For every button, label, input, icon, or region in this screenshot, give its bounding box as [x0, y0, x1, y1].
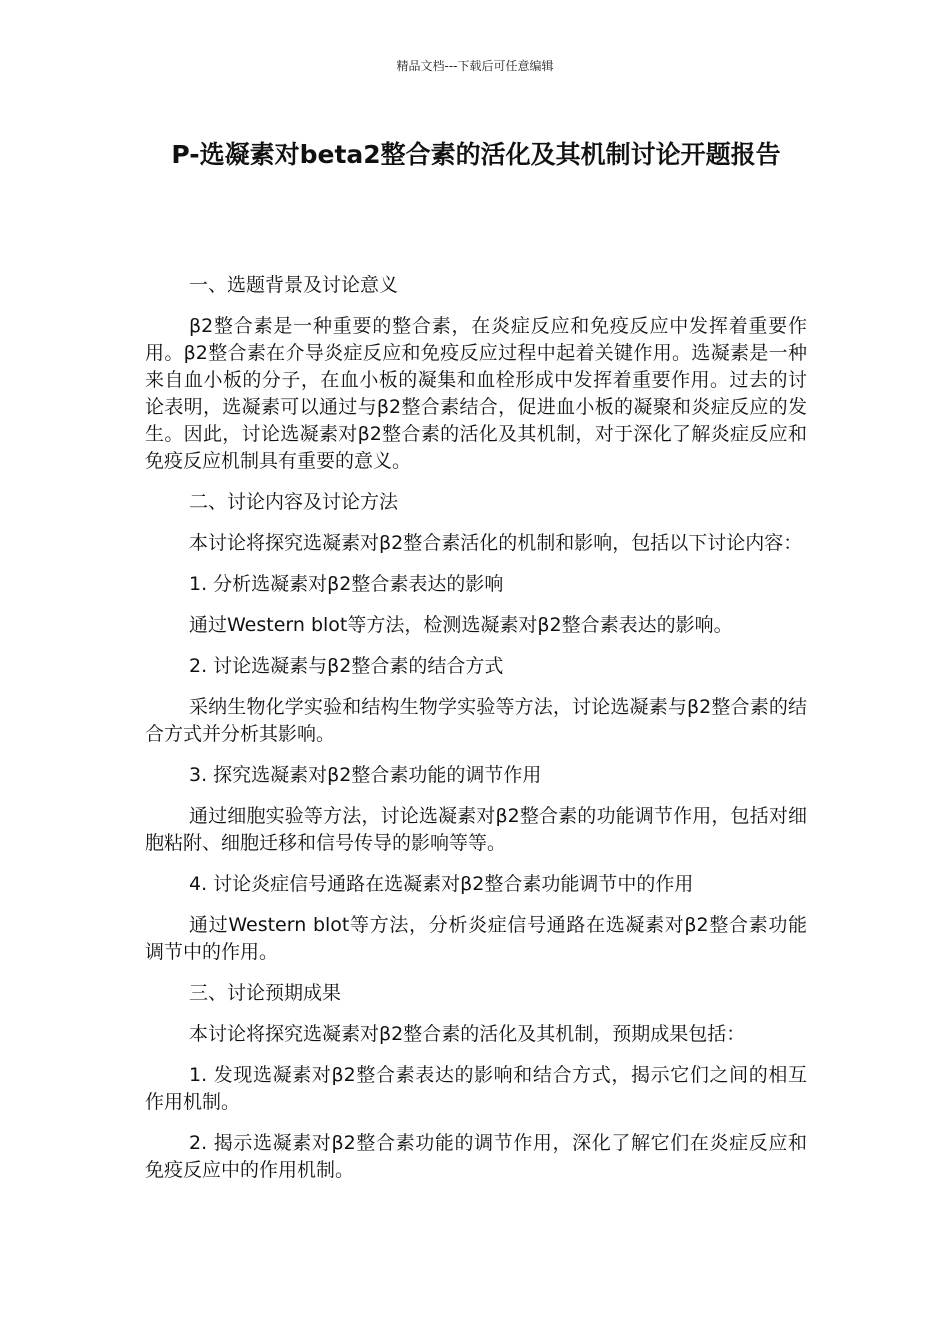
- document-body: [145, 272, 807, 1198]
- paragraph-results-intro: 本讨论将探究选凝素对β2整合素的活化及其机制，预期成果包括：: [189, 1023, 746, 1045]
- section-heading-expected-results: 三、讨论预期成果: [189, 982, 342, 1004]
- paragraph-item-3-detail: 通过细胞实验等方法，讨论选凝素对β2整合素的功能调节作用，包括对细胞粘附、细胞迁移和信号传导的影响等等。: [145, 805, 807, 854]
- section-heading-content-methods: 二、讨论内容及讨论方法: [189, 491, 399, 513]
- page-header: 精品文档---下载后可任意编辑: [396, 59, 554, 73]
- list-item-4: 4. 讨论炎症信号通路在选凝素对β2整合素功能调节中的作用: [189, 873, 694, 895]
- paragraph-content-intro: 本讨论将探究选凝素对β2整合素活化的机制和影响，包括以下讨论内容：: [189, 532, 803, 554]
- list-item-3: 3. 探究选凝素对β2整合素功能的调节作用: [189, 764, 542, 786]
- list-item-2: 2. 讨论选凝素与β2整合素的结合方式: [189, 655, 504, 677]
- paragraph-item-4-detail: 通过Western blot等方法，分析炎症信号通路在选凝素对β2整合素功能调节中的作用。: [145, 914, 807, 963]
- list-item-1: 1. 分析选凝素对β2整合素表达的影响: [189, 573, 504, 595]
- paragraph-item-2-detail: 采纳生物化学实验和结构生物学实验等方法，讨论选凝素与β2整合素的结合方式并分析其影响。: [145, 696, 807, 745]
- paragraph-background: β2整合素是一种重要的整合素，在炎症反应和免疫反应中发挥着重要作用。β2整合素在介导炎症反应和免疫反应过程中起着关键作用。选凝素是一种来自血小板的分子，在血小板的凝集和血栓形成中发挥着重要作用。过去的讨论表明，选凝素可以通过与β2整合素结合，促进血小板的凝聚和炎症反应的发生。因此，讨论选凝素对β2整合素的活化及其机制，对于深化了解炎症反应和免疫反应机制具有重要的意义。: [145, 315, 807, 472]
- section-heading-background: 一、选题背景及讨论意义: [189, 274, 399, 296]
- result-item-1: 1. 发现选凝素对β2整合素表达的影响和结合方式，揭示它们之间的相互作用机制。: [145, 1064, 807, 1113]
- paragraph-item-1-detail: 通过Western blot等方法，检测选凝素对β2整合素表达的影响。: [189, 614, 733, 636]
- document-title: P-选凝素对beta2整合素的活化及其机制讨论开题报告: [171, 140, 781, 169]
- result-item-2: 2. 揭示选凝素对β2整合素功能的调节作用，深化了解它们在炎症反应和免疫反应中的作用机制。: [145, 1132, 807, 1181]
